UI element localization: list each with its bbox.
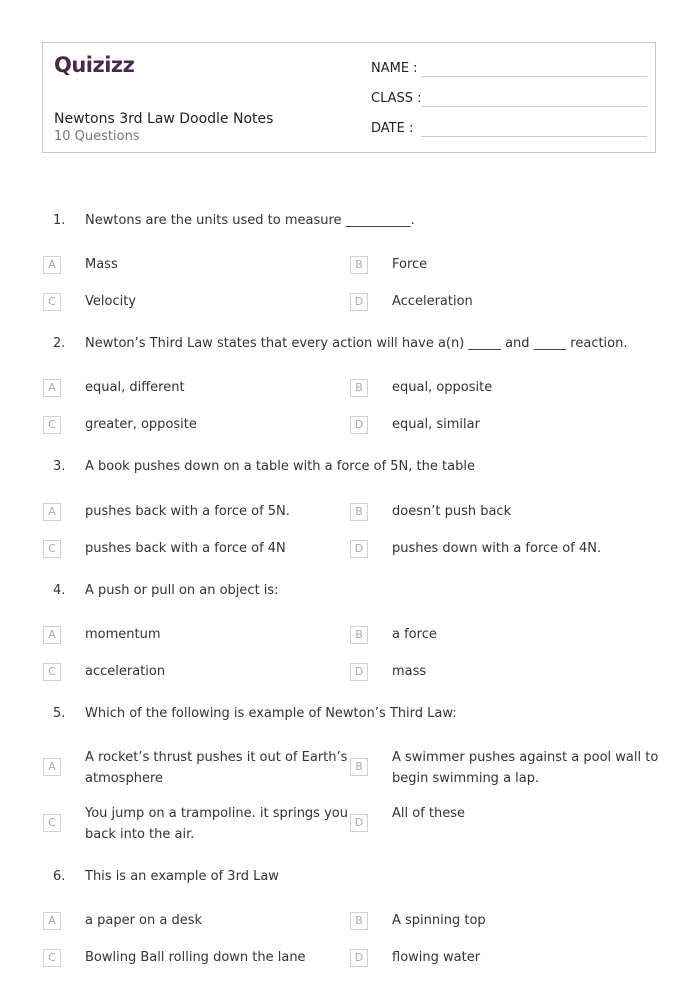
option-text: momentum	[85, 627, 161, 642]
date-line	[421, 136, 647, 137]
name-line	[421, 76, 647, 77]
option-letter-box: B	[350, 758, 368, 776]
option-text: equal, different	[85, 380, 185, 395]
option-letter-box: A	[43, 626, 61, 644]
option-text: acceleration	[85, 664, 166, 679]
option-letter-box: C	[43, 814, 61, 832]
option-letter-box: C	[43, 540, 61, 558]
question-number: 6.	[53, 869, 66, 884]
question-text: Newtons are the units used to measure __________.	[85, 213, 415, 228]
question-number: 1.	[53, 213, 66, 228]
question-text: A book pushes down on a table with a force of 5N, the table	[85, 459, 475, 474]
option-text: greater, opposite	[85, 417, 197, 432]
option-letter-box: A	[43, 758, 61, 776]
option-letter-box: A	[43, 912, 61, 930]
option-letter-box: C	[43, 293, 61, 311]
option-letter-box: D	[350, 663, 368, 681]
option-letter-box: B	[350, 379, 368, 397]
class-field[interactable]	[371, 91, 422, 106]
worksheet-header	[42, 42, 656, 153]
option-text: a paper on a desk	[85, 913, 203, 928]
option-text: pushes back with a force of 4N	[85, 541, 286, 556]
date-field[interactable]	[371, 121, 413, 136]
option-text: All of these	[392, 806, 466, 821]
option-letter-box: B	[350, 256, 368, 274]
question-text: This is an example of 3rd Law	[85, 869, 279, 884]
question-count: 10 Questions	[54, 129, 140, 144]
option-letter-box: C	[43, 663, 61, 681]
option-text: You jump on a trampoline. it springs you back into the air.	[85, 806, 348, 842]
option-text: Force	[392, 257, 428, 272]
option-text: pushes down with a force of 4N.	[392, 541, 602, 556]
question-number: 4.	[53, 583, 66, 598]
question-number: 5.	[53, 706, 66, 721]
option-text: a force	[392, 627, 437, 642]
option-text: flowing water	[392, 950, 481, 965]
name-field[interactable]	[371, 61, 418, 76]
option-letter-box: D	[350, 540, 368, 558]
option-text: mass	[392, 664, 427, 679]
option-letter-box: A	[43, 503, 61, 521]
option-letter-box: B	[350, 503, 368, 521]
question-text: A push or pull on an object is:	[85, 583, 279, 598]
question-text: Newton’s Third Law states that every action will have a(n) _____ and _____ reaction.	[85, 336, 628, 351]
question-number: 3.	[53, 459, 66, 474]
option-letter-box: C	[43, 416, 61, 434]
question-number: 2.	[53, 336, 66, 351]
option-text: equal, similar	[392, 417, 480, 432]
question-text: Which of the following is example of Newton’s Third Law:	[85, 706, 457, 721]
option-letter-box: D	[350, 814, 368, 832]
option-letter-box: A	[43, 256, 61, 274]
option-text: A spinning top	[392, 913, 486, 928]
class-label: CLASS :	[371, 91, 422, 106]
option-text: Velocity	[85, 294, 136, 309]
option-letter-box: B	[350, 626, 368, 644]
class-line	[421, 106, 647, 107]
option-letter-box: A	[43, 379, 61, 397]
name-label: NAME :	[371, 61, 418, 76]
option-text: A rocket’s thrust pushes it out of Earth’s atmosphere	[85, 750, 348, 786]
worksheet-title: Newtons 3rd Law Doodle Notes	[54, 111, 274, 127]
option-letter-box: C	[43, 949, 61, 967]
option-text: pushes back with a force of 5N.	[85, 504, 290, 519]
quizizz-logo: Quizizz	[54, 53, 135, 77]
date-label: DATE :	[371, 121, 414, 136]
option-letter-box: D	[350, 293, 368, 311]
option-text: doesn’t push back	[392, 504, 512, 519]
option-text: A swimmer pushes against a pool wall to begin swimming a lap.	[392, 750, 659, 786]
option-letter-box: D	[350, 949, 368, 967]
option-text: Bowling Ball rolling down the lane	[85, 950, 306, 965]
option-text: Acceleration	[392, 294, 473, 309]
option-text: equal, opposite	[392, 380, 493, 395]
option-letter-box: B	[350, 912, 368, 930]
option-text: Mass	[85, 257, 118, 272]
option-letter-box: D	[350, 416, 368, 434]
